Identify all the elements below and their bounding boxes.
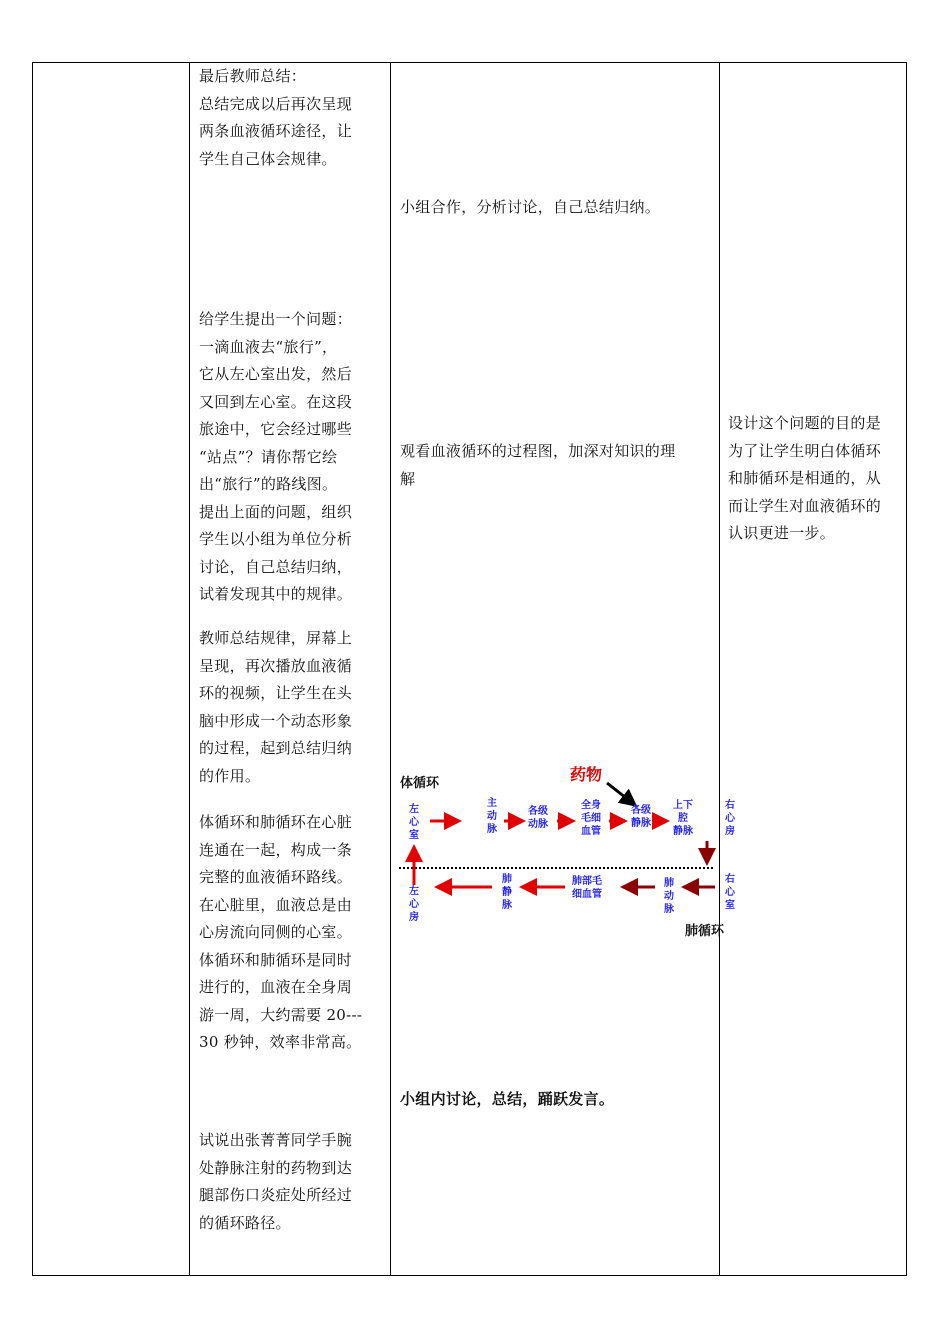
text-line: 它从左心室出发，然后 xyxy=(199,365,353,383)
node-right-atrium: 右心房 xyxy=(725,800,735,837)
text-line: 试说出张菁菁同学手腕 xyxy=(199,1131,353,1149)
text-line: 心房流向同侧的心室。 xyxy=(199,923,353,941)
node-pulmonary-vein: 肺静脉 xyxy=(502,874,512,911)
node-vena-cava: 上下腔静脉 xyxy=(673,800,693,837)
text-line: 提出上面的问题，组织 xyxy=(199,502,353,521)
circulation-explanation-block xyxy=(199,809,383,1057)
node-arteries: 各级动脉 xyxy=(528,806,548,830)
node-left-ventricle: 左心室 xyxy=(409,804,419,841)
text-line: 连通在一起，构成一条 xyxy=(199,840,353,859)
text-line: 解 xyxy=(400,469,416,488)
text-line: 小组合作，分析讨论，自己总结归纳。 xyxy=(400,198,661,216)
student-discussion-text xyxy=(400,1086,715,1114)
node-lung-capillaries: 肺部毛细血管 xyxy=(572,876,602,900)
text-line: 30 秒钟，效率非常高。 xyxy=(199,1033,362,1051)
text-line: 认识更进一步。 xyxy=(728,524,836,542)
column-divider-3 xyxy=(719,63,720,1275)
text-line: 教师总结规律，屏幕上 xyxy=(199,629,353,647)
student-cooperation-text xyxy=(400,194,715,222)
text-line: 为了让学生明白体循环 xyxy=(728,441,882,460)
student-watch-text xyxy=(400,438,715,493)
node-aorta: 主动脉 xyxy=(487,798,497,835)
teacher-rule-block xyxy=(199,625,383,790)
text-line: 出“旅行”的路线图。 xyxy=(199,475,338,493)
text-line: 旅途中，它会经过哪些 xyxy=(199,420,353,438)
text-line: 小组内讨论，总结，踊跃发言。 xyxy=(400,1090,615,1108)
text-line: 学生以小组为单位分析 xyxy=(199,530,353,548)
drug-pointer-arrow xyxy=(607,783,635,805)
text-line: 呈现，再次播放血液循 xyxy=(199,656,353,675)
text-line: 试着发现其中的规律。 xyxy=(199,585,353,603)
text-line: “站点”？请你帮它绘 xyxy=(199,447,338,466)
node-pulmonary-artery: 肺动脉 xyxy=(664,878,674,915)
text-line: 两条血液循环途径，让 xyxy=(199,122,353,140)
text-line: 一滴血液去“旅行”， xyxy=(199,337,338,356)
drug-path-question-block xyxy=(199,1127,383,1237)
text-line: 的循环路径。 xyxy=(199,1213,291,1232)
blood-circulation-diagram xyxy=(397,763,735,953)
teacher-summary-block xyxy=(199,63,383,173)
text-line: 观看血液循环的过程图，加深对知识的理 xyxy=(400,442,676,460)
text-line: 在心脏里，血液总是由 xyxy=(199,895,353,914)
node-body-capillaries: 全身毛细血管 xyxy=(581,800,601,837)
text-line: 最后教师总结： xyxy=(199,67,307,85)
text-line: 的作用。 xyxy=(199,766,261,785)
text-line: 脑中形成一个动态形象 xyxy=(199,711,353,730)
text-line: 完整的血液循环路线。 xyxy=(199,868,353,886)
teacher-question-block xyxy=(199,306,383,609)
column-divider-2 xyxy=(390,63,391,1275)
node-right-ventricle: 右心室 xyxy=(725,874,735,911)
lesson-plan-table xyxy=(32,62,907,1276)
text-line: 进行的，血液在全身周 xyxy=(199,978,353,996)
column-divider-1 xyxy=(189,63,190,1275)
text-line: 游一周，大约需要 20--- xyxy=(199,1005,363,1024)
text-line: 学生自己体会规律。 xyxy=(199,149,337,168)
text-line: 又回到左心室。在这段 xyxy=(199,392,353,411)
text-line: 腿部伤口炎症处所经过 xyxy=(199,1186,353,1204)
text-line: 而让学生对血液循环的 xyxy=(728,496,882,515)
text-line: 总结完成以后再次呈现 xyxy=(199,94,353,113)
text-line: 设计这个问题的目的是 xyxy=(728,414,882,432)
pulmonary-circulation-title: 肺循环 xyxy=(685,924,725,939)
text-line: 环的视频，让学生在头 xyxy=(199,684,353,702)
text-line: 处静脉注射的药物到达 xyxy=(199,1158,353,1177)
text-line: 的过程，起到总结归纳 xyxy=(199,739,353,757)
drug-label: 药物 xyxy=(570,765,603,784)
text-line: 体循环和肺循环是同时 xyxy=(199,950,353,969)
design-intent-block xyxy=(728,410,900,548)
systemic-circulation-title: 体循环 xyxy=(400,776,440,791)
text-line: 给学生提出一个问题： xyxy=(199,310,353,328)
node-left-atrium: 左心房 xyxy=(409,886,419,923)
text-line: 和肺循环是相通的，从 xyxy=(728,469,882,487)
text-line: 讨论，自己总结归纳， xyxy=(199,557,353,576)
text-line: 体循环和肺循环在心脏 xyxy=(199,813,353,831)
node-veins: 各级静脉 xyxy=(631,805,651,829)
